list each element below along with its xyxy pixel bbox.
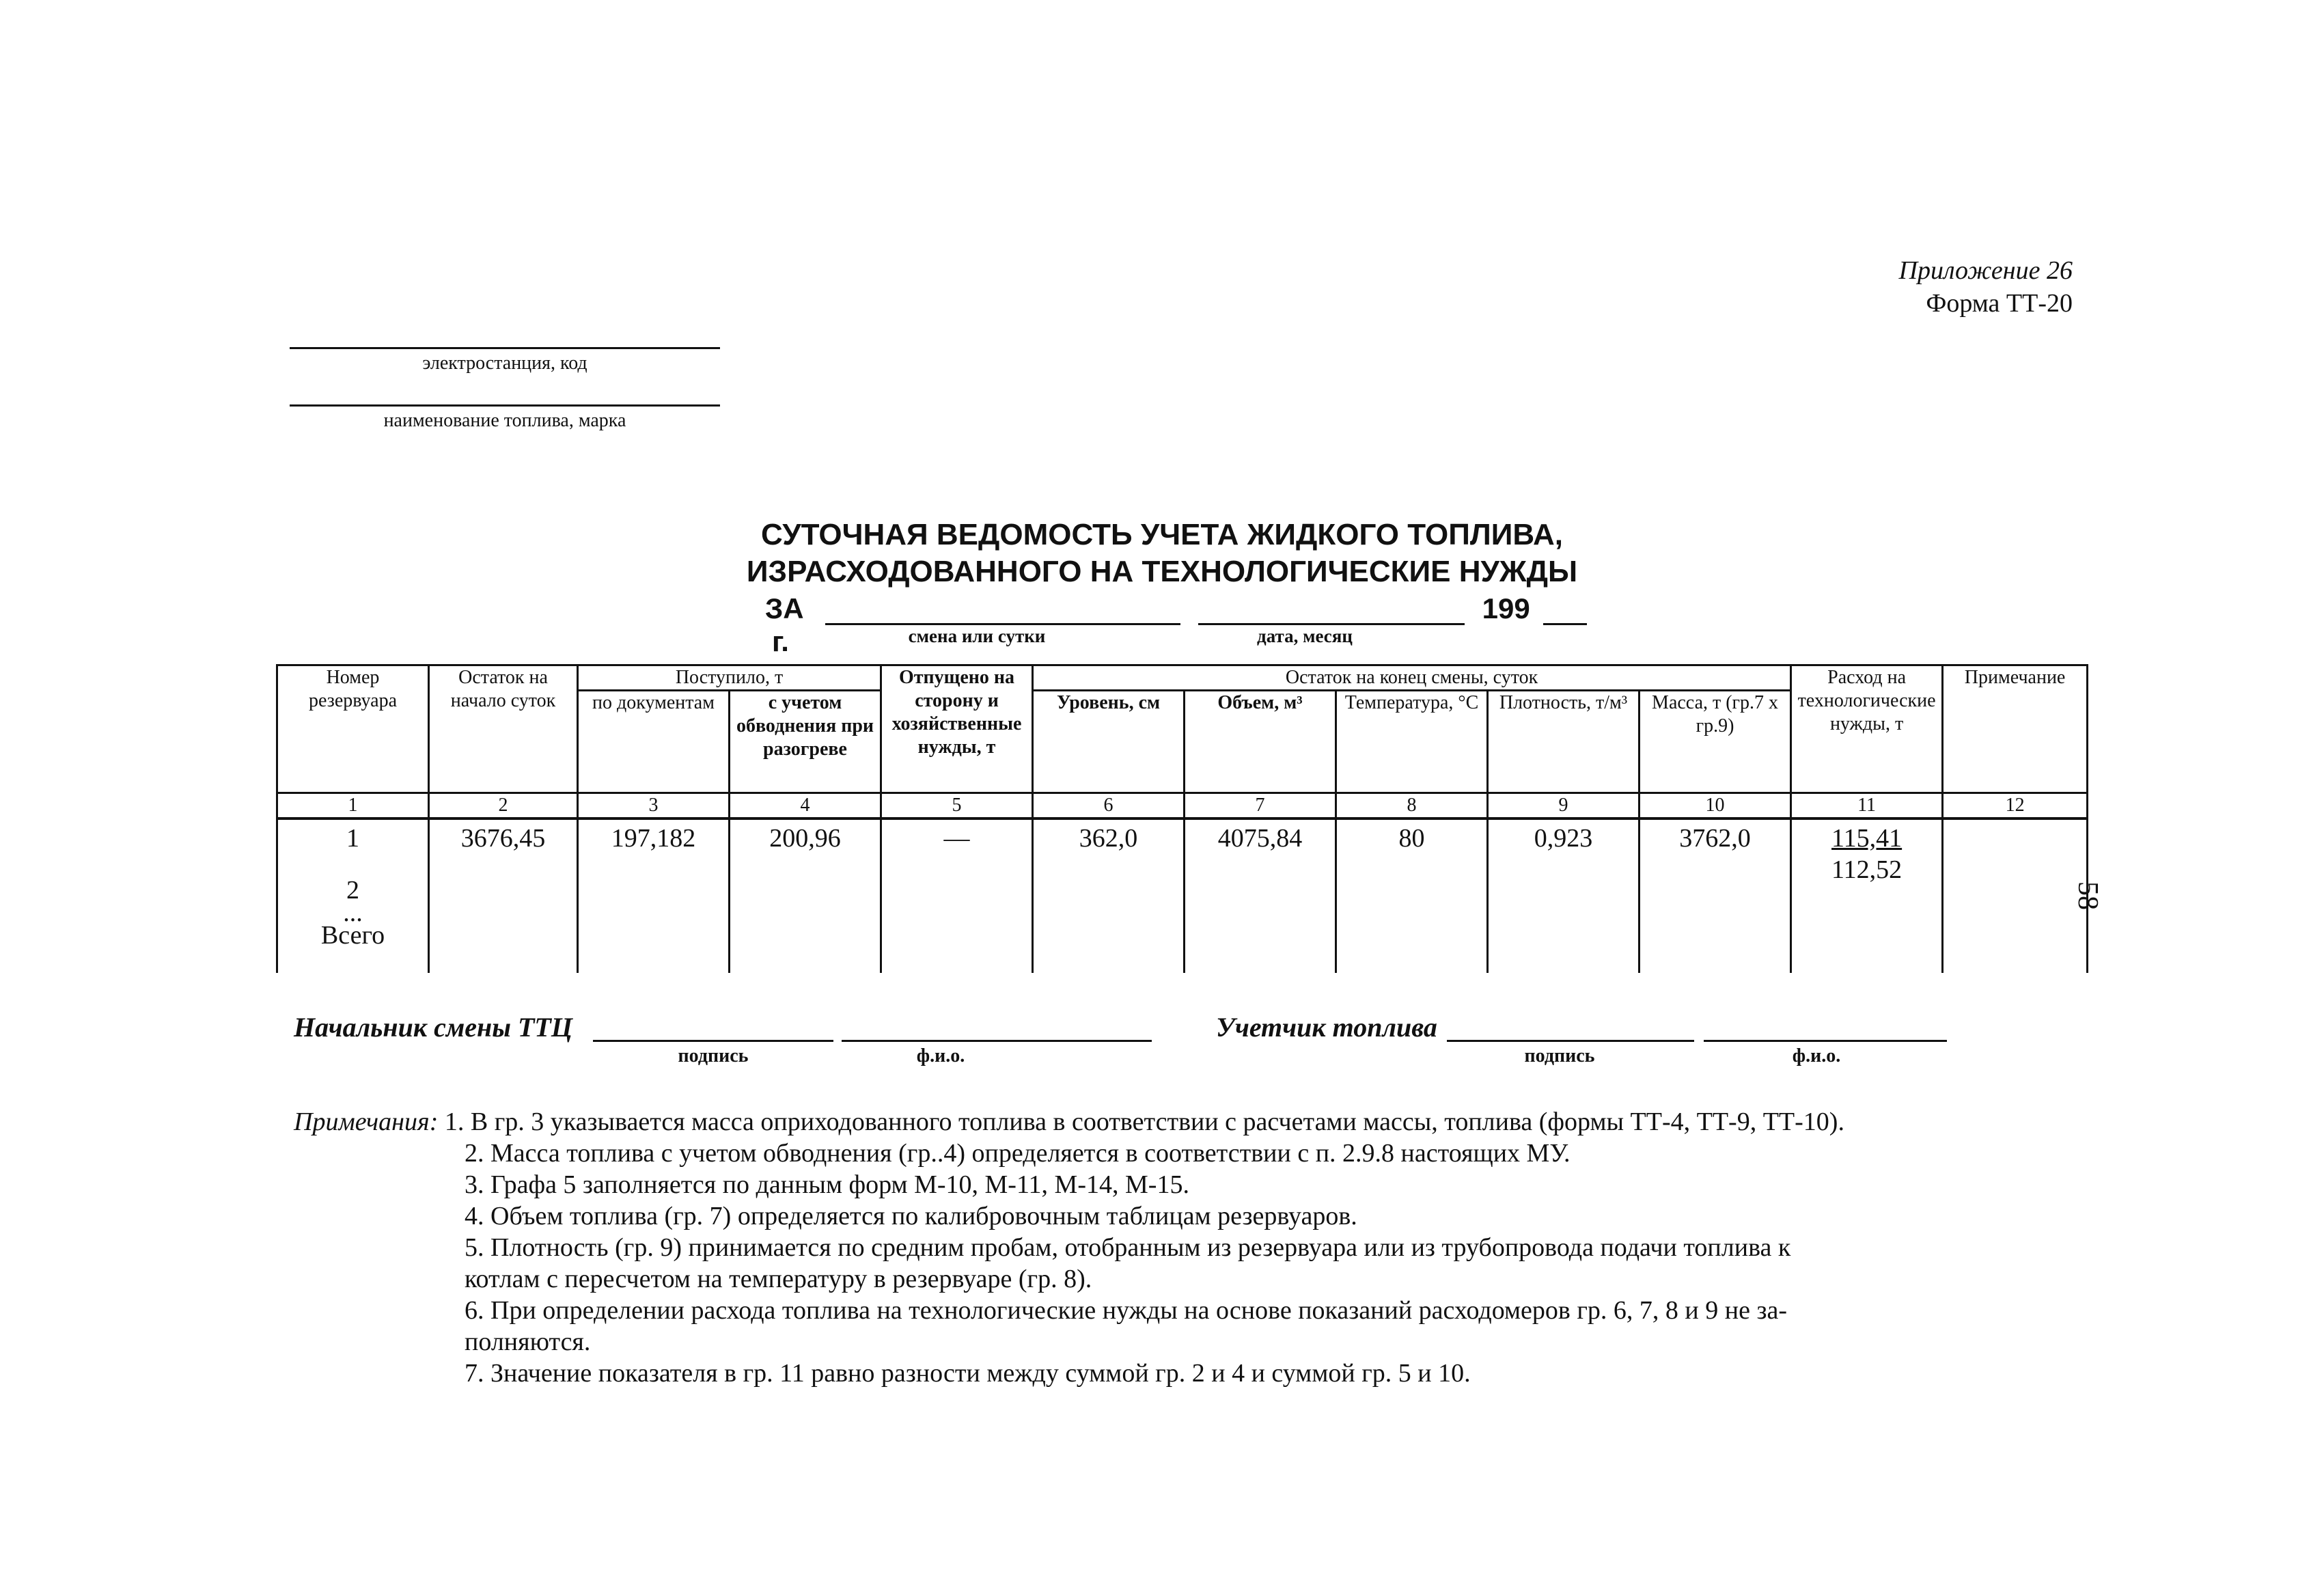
col-num: 2 [429, 793, 578, 819]
page-number: 58 [2072, 881, 2103, 910]
col-num: 10 [1640, 793, 1791, 819]
shift-caption: смена или сутки [908, 626, 1046, 646]
header-released: Отпущено на сторону и хозяйственные нужды, т [881, 665, 1033, 793]
col-num: 6 [1033, 793, 1185, 819]
cell-with-water[interactable]: 200,96 [730, 818, 881, 973]
header-mass: Масса, т (гр.7 х гр.9) [1640, 691, 1791, 793]
cell-volume[interactable]: 4075,84 [1185, 818, 1336, 973]
date-blank[interactable] [1198, 590, 1465, 625]
note-4: 4. Объем топлива (гр. 7) определяется по калибровочным таблицам резервуаров. [465, 1202, 1357, 1230]
col-num: 12 [1943, 793, 2088, 819]
header-consumption: Расход на технологические нужды, т [1791, 665, 1943, 793]
col-num: 1 [277, 793, 429, 819]
header-end-balance: Остаток на конец смены, суток [1033, 665, 1791, 691]
note-5b: котлам с пересчетом на температуру в резервуаре (гр. 8). [465, 1265, 1092, 1293]
header-volume: Объем, м³ [1185, 691, 1336, 793]
col-num: 9 [1488, 793, 1640, 819]
shift-blank[interactable] [825, 590, 1180, 625]
table-row [277, 818, 2088, 973]
note-1: 1. В гр. 3 указывается масса оприходованного топлива в соответствии с расчетами массы, топлива (формы ТТ-4, ТТ-9, ТТ-10). [444, 1107, 1844, 1136]
year-suffix: г. [772, 625, 789, 657]
header-start-balance: Остаток на начало суток [429, 665, 578, 793]
za-label: ЗА [765, 592, 804, 624]
appendix-label: Приложение 26 [1898, 256, 2073, 285]
period-row [765, 590, 1612, 658]
note-2: 2. Масса топлива с учетом обводнения (гр..4) определяется в соответствии с п. 2.9.8 настоящих МУ. [465, 1139, 1571, 1168]
fuel-clerk-name-line[interactable] [1704, 1040, 1947, 1042]
notes-first-line [294, 1107, 1844, 1137]
note-3: 3. Графа 5 заполняется по данным форм М-10, М-11, М-14, М-15. [465, 1170, 1189, 1199]
column-numbers-row [277, 793, 2088, 819]
col-num: 3 [578, 793, 730, 819]
header-received: Поступило, т [578, 665, 881, 691]
tank-labels-cell [277, 818, 429, 973]
station-caption: электростанция, код [422, 353, 587, 374]
cell-released[interactable]: — [881, 818, 1033, 973]
fuel-clerk-fio: ф.и.о. [1792, 1045, 1841, 1067]
header-with-water: с учетом обводнения при разогреве [730, 691, 881, 793]
header-by-documents: по документам [578, 691, 730, 793]
row-label-total: Всего [320, 921, 385, 950]
col-num: 11 [1791, 793, 1943, 819]
cell-level[interactable]: 362,0 [1033, 818, 1185, 973]
cell-density[interactable]: 0,923 [1488, 818, 1640, 973]
title-line-1: СУТОЧНАЯ ВЕДОМОСТЬ УЧЕТА ЖИДКОГО ТОПЛИВА, [761, 518, 1563, 551]
cell-note[interactable] [1943, 818, 2088, 973]
shift-chief-fio: ф.и.о. [916, 1045, 965, 1067]
col-num: 5 [881, 793, 1033, 819]
fuel-clerk-signature-line[interactable] [1447, 1040, 1694, 1042]
header-note: Примечание [1943, 665, 2088, 793]
col-num: 7 [1185, 793, 1336, 819]
appendix-block [1899, 254, 2073, 320]
cell-by-documents[interactable]: 197,182 [578, 818, 730, 973]
fuel-caption: наименование топлива, марка [383, 410, 626, 431]
header-density: Плотность, т/м³ [1488, 691, 1640, 793]
fuel-field-line[interactable] [290, 404, 720, 407]
header-tank-number: Номер резервуара [277, 665, 429, 793]
fuel-clerk-label: Учетчик топлива [1216, 1012, 1437, 1043]
row-label-ellipsis: ... [343, 898, 363, 927]
fuel-table [276, 664, 2088, 973]
cell-consumption[interactable] [1791, 818, 1943, 973]
shift-chief-label: Начальник смены ТТЦ [294, 1012, 572, 1043]
shift-chief-signature-line[interactable] [593, 1040, 833, 1042]
consumption-value-1: 115,41 [1831, 824, 1903, 853]
shift-chief-name-line[interactable] [842, 1040, 1152, 1042]
col-num: 4 [730, 793, 881, 819]
station-field-line[interactable] [290, 347, 720, 349]
note-6a: 6. При определении расхода топлива на технологические нужды на основе показаний расходомеров гр. 6, 7, 8 и 9 не за- [465, 1296, 1787, 1325]
consumption-value-2: 112,52 [1831, 855, 1903, 884]
year-blank[interactable] [1543, 590, 1587, 625]
fuel-clerk-podpis: подпись [1524, 1045, 1595, 1067]
shift-chief-podpis: подпись [678, 1045, 749, 1067]
notes-label: Примечания: [294, 1107, 439, 1136]
title-line-2: ИЗРАСХОДОВАННОГО НА ТЕХНОЛОГИЧЕСКИЕ НУЖДЫ [746, 555, 1578, 588]
col-num: 8 [1336, 793, 1488, 819]
note-6b: полняются. [465, 1327, 591, 1356]
cell-temperature[interactable]: 80 [1336, 818, 1488, 973]
document-title [0, 517, 2324, 590]
year-prefix: 199 [1482, 592, 1530, 624]
form-label: Форма ТТ-20 [1926, 289, 2073, 318]
cell-start-balance[interactable]: 3676,45 [429, 818, 578, 973]
cell-mass[interactable]: 3762,0 [1640, 818, 1791, 973]
note-7: 7. Значение показателя в гр. 11 равно разности между суммой гр. 2 и 4 и суммой гр. 5 и 10. [465, 1359, 1471, 1388]
header-temperature: Температура, °С [1336, 691, 1488, 793]
date-caption: дата, месяц [1257, 626, 1353, 646]
row-label-2: 2 [346, 876, 359, 905]
header-level: Уровень, см [1033, 691, 1185, 793]
row-label-1: 1 [346, 824, 359, 853]
note-5a: 5. Плотность (гр. 9) принимается по средним пробам, отобранным из резервуара или из трубопровода подачи топлива к [465, 1233, 1791, 1262]
